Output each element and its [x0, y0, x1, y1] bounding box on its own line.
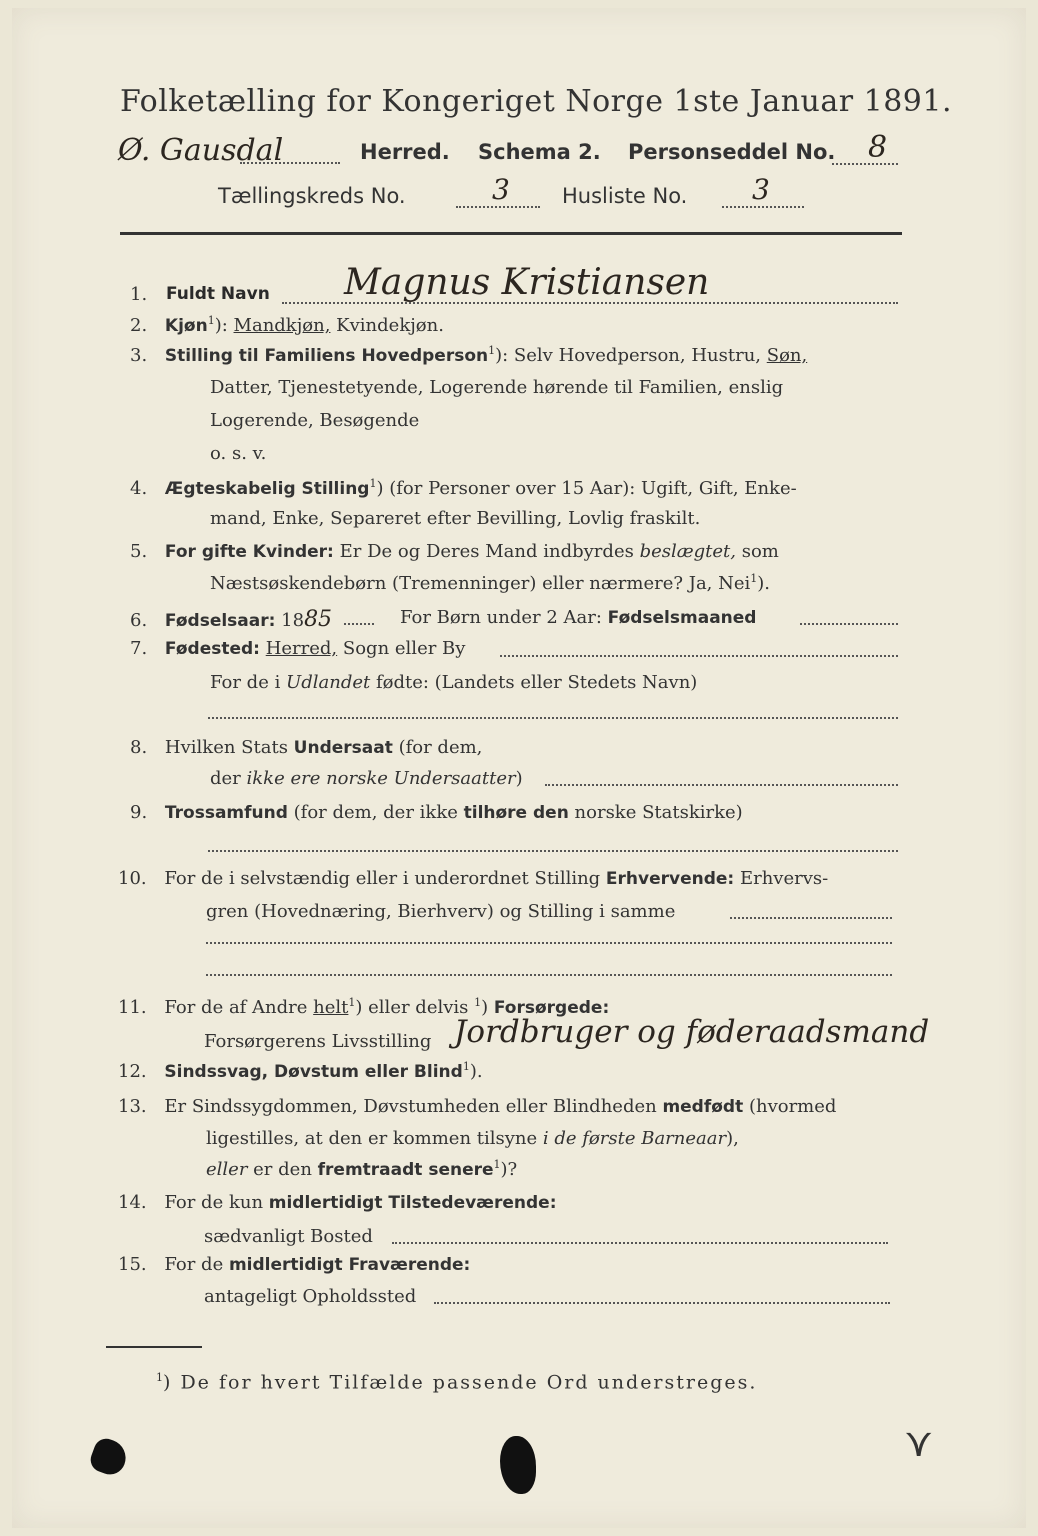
- field-11-line1-d: Forsørgede:: [493, 998, 610, 1018]
- field-9-number: 9.: [130, 802, 148, 823]
- field-10-line1-c: Erhvervs-: [734, 868, 829, 889]
- field-2-rest: ):: [214, 315, 234, 336]
- field-15-dotline: [434, 1302, 890, 1304]
- field-7-row-1: [130, 638, 465, 659]
- footnote: [156, 1371, 757, 1393]
- field-9-bold: tilhøre den: [463, 803, 569, 823]
- field-14-line1-a: For de kun: [164, 1192, 269, 1213]
- field-9-rest2: norske Statskirke): [568, 802, 743, 823]
- field-5-row-2: [210, 572, 770, 594]
- field-2-sup: 1: [207, 314, 215, 327]
- header-rule: [120, 232, 902, 235]
- field-12-row: [118, 1060, 483, 1082]
- field-7-rest: Sogn eller By: [337, 638, 466, 659]
- field-8-line1-c: (for dem,: [392, 737, 483, 758]
- field-8-line2-a: der: [210, 768, 247, 789]
- field-1-label: Fuldt Navn: [166, 284, 270, 304]
- field-13-row-3: [206, 1158, 517, 1180]
- field-10-number: 10.: [118, 868, 147, 889]
- field-8-row-2: [210, 768, 523, 789]
- field-5-line1-italic: beslægtet,: [639, 541, 737, 562]
- field-6-birthyear-value: 85: [304, 607, 333, 632]
- field-13-line1-b: medfødt: [662, 1097, 744, 1117]
- field-9-row: [130, 802, 743, 823]
- field-11-selected-helt: helt: [313, 997, 349, 1018]
- field-15-line1-a: For de: [164, 1254, 229, 1275]
- herred-dotline: [240, 162, 340, 164]
- schema-label: Schema 2.: [478, 140, 601, 164]
- field-6-prefix: 18: [275, 610, 305, 631]
- field-11-line1-c: ): [481, 997, 494, 1018]
- field-3-selected-son: Søn,: [766, 345, 808, 366]
- field-12-end: ).: [469, 1061, 483, 1082]
- field-4-label: Ægteskabelig Stilling: [164, 479, 370, 499]
- field-6-rest: For Børn under 2 Aar:: [400, 607, 608, 628]
- field-1-number: 1.: [130, 284, 148, 305]
- form-title: Folketælling for Kongeriget Norge 1ste Januar 1891.: [120, 84, 953, 119]
- footnote-sup: 1: [156, 1371, 163, 1384]
- personseddel-dotline: [832, 163, 898, 165]
- field-13-line1-a: Er Sindssygdommen, Døvstumheden eller Blindheden: [164, 1096, 663, 1117]
- field-3-sup: 1: [488, 344, 496, 357]
- field-4-line-2: mand, Enke, Separeret efter Bevilling, Lovlig fraskilt.: [210, 508, 701, 529]
- field-5-number: 5.: [130, 541, 148, 562]
- field-13-row-1: [118, 1096, 836, 1117]
- field-5-label-a: For: [164, 542, 202, 562]
- field-14-row-1: [118, 1192, 557, 1213]
- field-15-row-1: [118, 1254, 470, 1275]
- field-8-line1-b: Undersaat: [293, 738, 393, 758]
- field-9-label: Trossamfund: [164, 803, 288, 823]
- kreds-label: Tællingskreds No.: [218, 184, 406, 208]
- field-2-option-mandkjon: Mandkjøn,: [233, 315, 331, 336]
- field-12-number: 12.: [118, 1061, 147, 1082]
- field-13-number: 13.: [118, 1096, 147, 1117]
- field-2-option-kvindekjon: Kvindekjøn.: [330, 315, 444, 336]
- field-13-line2-a: ligestilles, at den er kommen tilsyne: [206, 1128, 543, 1149]
- field-2-number: 2.: [130, 315, 148, 336]
- field-10-row-1: [118, 868, 828, 889]
- herred-label: Herred.: [360, 140, 450, 164]
- herred-value: Ø. Gausdal: [118, 133, 284, 168]
- field-2-label: Kjøn: [164, 316, 208, 336]
- field-12-label: Sindssvag, Døvstum eller Blind: [164, 1062, 463, 1082]
- field-4-line1-rest: ) (for Personer over 15 Aar): Ugift, Gift, Enke-: [376, 478, 797, 499]
- field-7-line2-a: For de i: [210, 672, 287, 693]
- field-8-line2-b: ): [515, 768, 523, 789]
- field-11-line1-b: ) eller delvis: [355, 997, 475, 1018]
- field-6-year-dotline: [344, 623, 374, 625]
- field-10-dotline-1: [730, 917, 892, 919]
- field-7-line2-italic: Udlandet: [286, 672, 371, 693]
- field-6-number: 6.: [130, 610, 148, 631]
- field-8-row-1: [130, 737, 482, 758]
- field-11-line-2: Forsørgerens Livsstilling: [204, 1031, 432, 1052]
- field-4-number: 4.: [130, 478, 148, 499]
- field-8-dotline: [545, 784, 898, 786]
- field-7-dotline: [500, 655, 898, 657]
- field-13-line2-b: ),: [726, 1128, 739, 1149]
- field-5-line-2: Næstsøskendebørn (Tremenninger) eller nærmere? Ja, Nei: [210, 573, 751, 594]
- field-13-line3-c: )?: [500, 1159, 518, 1180]
- field-3-label: Stilling til Familiens Hovedperson: [164, 346, 489, 366]
- field-14-dotline: [392, 1242, 888, 1244]
- field-4-row-1: [130, 477, 797, 499]
- personseddel-label: Personseddel No.: [628, 140, 836, 164]
- field-13-line3-italic: eller: [206, 1159, 248, 1180]
- field-13-line3-sup: 1: [493, 1158, 501, 1171]
- field-3-number: 3.: [130, 345, 148, 366]
- field-9-dotline: [208, 850, 898, 852]
- field-8-number: 8.: [130, 737, 148, 758]
- field-11-sup: 1: [348, 996, 356, 1009]
- field-11-line1-a: For de af Andre: [164, 997, 314, 1018]
- field-8-line2-italic: ikke ere norske Undersaatter: [246, 768, 516, 789]
- field-5-label-b: gifte Kvinder:: [201, 542, 334, 562]
- field-10-dotline-3: [206, 974, 892, 976]
- field-14-line1-b: midlertidigt Tilstedeværende:: [268, 1193, 557, 1213]
- field-5-line1-rest: Er De og Deres Mand indbyrdes: [333, 541, 640, 562]
- footnote-rule: [106, 1346, 202, 1348]
- kreds-dotline: [456, 206, 540, 208]
- field-7-row-2: [210, 672, 697, 693]
- kreds-value: 3: [492, 173, 510, 206]
- field-3-row-1: [130, 344, 807, 366]
- field-13-line2-italic: i de første Barneaar: [542, 1128, 727, 1149]
- field-10-line-2: gren (Hovednæring, Bierhverv) og Stilling i samme: [206, 901, 676, 922]
- field-7-label: Fødested:: [164, 639, 260, 659]
- field-7-extra-dotline: [208, 717, 898, 719]
- field-10-line1-b: Erhvervende:: [605, 869, 735, 889]
- field-15-line1-b: midlertidigt Fraværende:: [228, 1255, 471, 1275]
- field-5-row-1: [130, 541, 779, 562]
- field-13-row-2: [206, 1128, 739, 1149]
- field-11-number: 11.: [118, 997, 147, 1018]
- field-13-line1-c: (hvormed: [743, 1096, 837, 1117]
- husliste-label: Husliste No.: [562, 184, 688, 208]
- corner-mark-icon: ⋎: [904, 1420, 934, 1466]
- field-7-line2-b: fødte: (Landets eller Stedets Navn): [370, 672, 698, 693]
- field-11-sup-2: 1: [474, 996, 482, 1009]
- field-14-number: 14.: [118, 1192, 147, 1213]
- field-7-number: 7.: [130, 638, 148, 659]
- field-6-row: [130, 607, 332, 632]
- field-9-rest: (for dem, der ikke: [287, 802, 464, 823]
- field-6-rest-bold: Fødselsmaaned: [607, 608, 757, 628]
- field-3-line1-rest: ): Selv Hovedperson, Hustru,: [495, 345, 767, 366]
- field-11-livsstilling-value: Jordbruger og føderaadsmand: [454, 1014, 930, 1050]
- field-6-rest-row: [400, 607, 756, 628]
- field-2-row: [130, 314, 444, 336]
- field-5-line2-end: ).: [757, 573, 771, 594]
- husliste-dotline: [722, 206, 804, 208]
- field-10-dotline-2: [206, 942, 892, 944]
- field-13-line3-b: fremtraadt senere: [317, 1160, 494, 1180]
- field-15-number: 15.: [118, 1254, 147, 1275]
- field-3-line-3: Logerende, Besøgende: [210, 410, 420, 431]
- field-8-line1-a: Hvilken Stats: [164, 737, 294, 758]
- field-7-selected-herred: Herred,: [265, 638, 338, 659]
- field-10-line1-a: For de i selvstændig eller i underordnet Stilling: [164, 868, 606, 889]
- personseddel-value: 8: [868, 130, 888, 165]
- field-6-label: Fødselsaar:: [164, 611, 276, 631]
- field-5-line2-sup: 1: [750, 572, 758, 585]
- field-3-line-2: Datter, Tjenestetyende, Logerende hørende til Familien, enslig: [210, 377, 784, 398]
- field-3-line-4: o. s. v.: [210, 443, 267, 464]
- field-6-month-dotline: [800, 623, 898, 625]
- field-1-name-value: Magnus Kristiansen: [344, 262, 710, 303]
- field-13-line3-a: er den: [247, 1159, 318, 1180]
- field-5-line1-end: som: [736, 541, 779, 562]
- husliste-value: 3: [752, 173, 770, 206]
- field-15-line-2: antageligt Opholdssted: [204, 1286, 417, 1307]
- footnote-text: ) De for hvert Tilfælde passende Ord understreges.: [163, 1371, 758, 1394]
- field-14-line-2: sædvanligt Bosted: [204, 1226, 373, 1247]
- field-12-sup: 1: [462, 1060, 470, 1073]
- field-4-sup: 1: [369, 477, 377, 490]
